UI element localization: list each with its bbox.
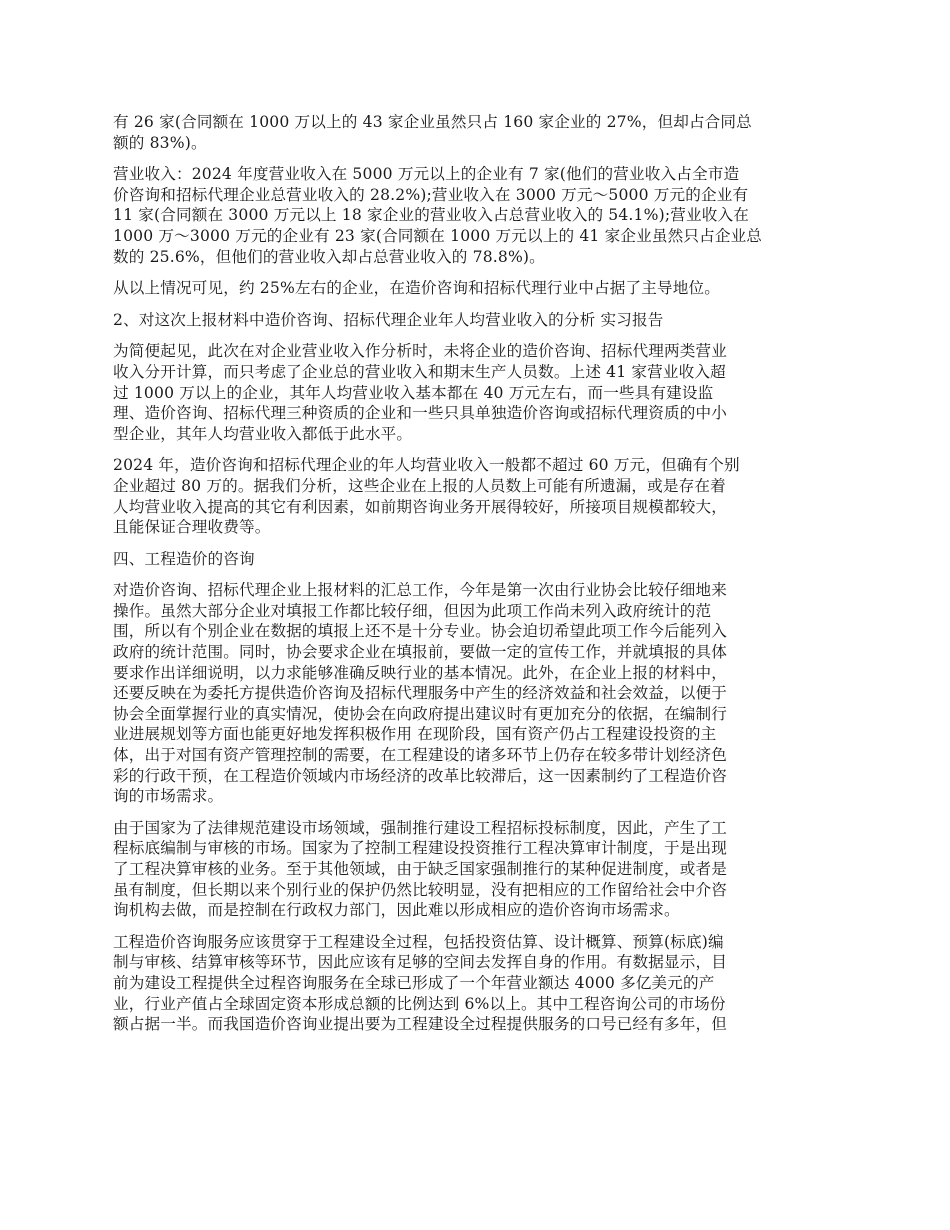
- text-line: 询机构去做，而是控制在行政权力部门，因此难以形成相应的造价咨询市场需求。: [113, 901, 680, 920]
- text-line: 虽有制度，但长期以来个别行业的保护仍然比较明显，没有把相应的工作留给社会中介咨: [113, 880, 728, 899]
- text-line: 且能保证合理收费等。: [113, 518, 271, 537]
- paragraph: [113, 932, 839, 1035]
- text-line: 操作。虽然大部分企业对填报工作都比较仔细，但因为此项工作尚未列入政府统计的范: [113, 601, 712, 620]
- paragraph: [113, 455, 839, 537]
- text-line: 从以上情况可见，约 25%左右的企业，在造价咨询和招标代理行业中占据了主导地位。: [113, 279, 720, 298]
- paragraph: [113, 580, 839, 807]
- text-line: 四、工程造价的咨询: [113, 549, 255, 568]
- text-line: 数的 25.6%，但他们的营业收入却占总营业收入的 78.8%)。: [113, 247, 545, 266]
- text-line: 对造价咨询、招标代理企业上报材料的汇总工作，今年是第一次由行业协会比较仔细地来: [113, 581, 728, 600]
- document-page: [113, 112, 839, 1046]
- text-line: 理、造价咨询、招标代理三种资质的企业和一些只具单独造价咨询或招标代理资质的中小: [113, 404, 728, 423]
- text-line: 收入分开计算，而只考虑了企业总的营业收入和期末生产人员数。上述 41 家营业收入超: [113, 362, 726, 381]
- text-line: 制与审核、结算审核等环节，因此应该有足够的空间去发挥自身的作用。有数据显示，目: [113, 953, 728, 972]
- text-line: 工程造价咨询服务应该贯穿于工程建设全过程，包括投资估算、设计概算、预算(标底)编: [113, 932, 724, 951]
- text-line: 营业收入：2024 年度营业收入在 5000 万元以上的企业有 7 家(他们的营业收入占全市造: [113, 165, 740, 184]
- text-line: 业，行业产值占全球固定资本形成总额的比例达到 6%以上。其中工程咨询公司的市场份: [113, 994, 726, 1013]
- text-line: 业进展规划等方面也能更好地发挥积极作用 在现阶段，国有资产仍占工程建设投资的主: [113, 725, 717, 744]
- text-line: 2、对这次上报材料中造价咨询、招标代理企业年人均营业收入的分析 实习报告: [113, 310, 664, 329]
- text-line: 有 26 家(合同额在 1000 万以上的 43 家企业虽然只占 160 家企业的 27%，但却占合同总: [113, 113, 752, 131]
- text-line: 人均营业收入提高的其它有利因素，如前期咨询业务开展得较好，所接项目规模都较大，: [113, 497, 728, 516]
- text-line: 还要反映在为委托方提供造价咨询及招标代理服务中产生的经济效益和社会效益，以便于: [113, 684, 728, 703]
- text-line: 了工程决算审核的业务。至于其他领域，由于缺乏国家强制推行的某种促进制度，或者是: [113, 860, 728, 878]
- text-line: 额占据一半。而我国造价咨询业提出要为工程建设全过程提供服务的口号已经有多年，但: [113, 1015, 728, 1034]
- text-line: 型企业，其年人均营业收入都低于此水平。: [113, 424, 413, 443]
- text-line: 前为建设工程提供全过程咨询服务在全球已形成了一个年营业额达 4000 多亿美元的产: [113, 973, 715, 992]
- paragraph: [113, 112, 839, 153]
- text-line: 企业超过 80 万的。据我们分析，这些企业在上报的人员数上可能有所遗漏，或是存在着: [113, 476, 726, 495]
- text-line: 由于国家为了法律规范建设市场领域，强制推行建设工程招标投标制度，因此，产生了工: [113, 818, 728, 837]
- section-heading: [113, 549, 839, 570]
- section-heading: [113, 310, 839, 331]
- paragraph: [113, 341, 839, 444]
- text-line: 价咨询和招标代理企业总营业收入的 28.2%);营业收入在 3000 万元～5000 万元的企业有: [113, 185, 749, 204]
- text-line: 协会全面掌握行业的真实情况，使协会在向政府提出建议时有更加充分的依据，在编制行: [113, 704, 728, 723]
- text-line: 1000 万～3000 万元的企业有 23 家(合同额在 1000 万元以上的 41 家企业虽然只占企业总: [113, 226, 763, 245]
- text-line: 围，所以有个别企业在数据的填报上还不是十分专业。协会迫切希望此项工作今后能列入: [113, 622, 728, 641]
- text-line: 程标底编制与审核的市场。国家为了控制工程建设投资推行工程决算审计制度，于是出现: [113, 839, 728, 858]
- paragraph: [113, 164, 839, 267]
- text-line: 为简便起见，此次在对企业营业收入作分析时，未将企业的造价咨询、招标代理两类营业: [113, 342, 728, 361]
- text-line: 体，出于对国有资产管理控制的需要，在工程建设的诸多环节上仍存在较多带计划经济色: [113, 746, 728, 765]
- text-line: 11 家(合同额在 3000 万元以上 18 家企业的营业收入占总营业收入的 54.1%);营业收入在: [113, 206, 749, 225]
- paragraph: [113, 818, 839, 921]
- text-line: 彩的行政干预，在工程造价领域内市场经济的改革比较滞后，这一因素制约了工程造价咨: [113, 766, 728, 785]
- text-line: 2024 年，造价咨询和招标代理企业的年人均营业收入一般都不超过 60 万元，但确有个别: [113, 456, 740, 475]
- text-line: 额的 83%)。: [113, 133, 207, 152]
- text-line: 过 1000 万以上的企业，其年人均营业收入基本都在 40 万元左右，而一些具有建设监: [113, 383, 714, 402]
- text-line: 政府的统计范围。同时，协会要求企业在填报前，要做一定的宣传工作，并就填报的具体: [113, 643, 728, 662]
- paragraph: [113, 278, 839, 299]
- text-line: 询的市场需求。: [113, 787, 224, 806]
- text-line: 要求作出详细说明，以力求能够准确反映行业的基本情况。此外，在企业上报的材料中，: [113, 663, 728, 682]
